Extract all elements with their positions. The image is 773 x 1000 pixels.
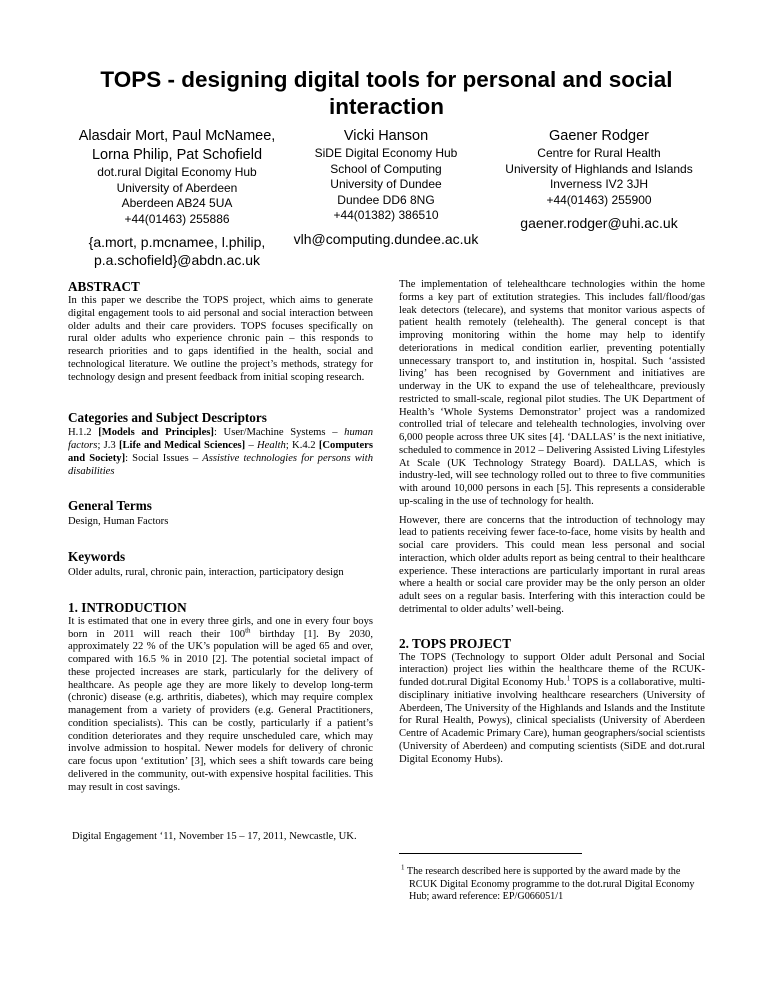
email-text[interactable]: {a.mort, p.mcnamee, l.philip, [88, 234, 266, 250]
footnote-ref: 1 [566, 674, 571, 683]
category-bold: [Computers and Society] [68, 440, 373, 464]
affiliation-line: SiDE Digital Economy Hub [314, 146, 458, 160]
abstract-text: In this paper we describe the TOPS project, which aims to generate digital engagement tools to aid personal and social interaction between older adults and their care providers. TOPS focuses specifically on rural older adults who experience chronic pain – this responds to research priorities and to gaps identified in the health, social and technological literature. We outline the project’s methods, strategy for technology design and present feedback from initial scoping research. [68, 295, 373, 383]
keywords-heading: Keywords [68, 549, 126, 564]
categories-text [68, 427, 373, 478]
footnote-area [399, 853, 705, 904]
affiliation-line: dot.rural Digital Economy Hub [97, 165, 257, 179]
category-code: ; J.3 [97, 440, 116, 451]
category-bold: [Models and Principles] [98, 427, 214, 439]
superscript: th [245, 625, 251, 634]
tops-text-b: TOPS is a collaborative, multi-disciplinary initiative involving healthcare researchers (University of Aberdeen, The University of the Highlands and Islands and the Institute for Rural Health, Powys), clinical specialists (University of Aberdeen Centre of Academic Primary Care), human geographers/social scientists (University of Aberdeen) and computing scientists (SiDE and dot.rural Digital Economy Hubs). [399, 677, 705, 765]
paper-title: TOPS - designing digital tools for personal and social interaction [100, 67, 673, 119]
author-names-line2: Lorna Philip, Pat Schofield [91, 147, 263, 163]
introduction-text [68, 616, 373, 795]
keywords-text: Older adults, rural, chronic pain, interaction, participatory design [68, 567, 344, 578]
author-name: Vicki Hanson [343, 128, 429, 144]
right-column [399, 279, 705, 766]
affiliation-line: +44(01463) 255900 [546, 192, 652, 207]
affiliation-line: +44(01463) 255886 [124, 211, 230, 226]
author-email[interactable] [485, 214, 713, 232]
affiliation-line: School of Computing [330, 161, 442, 176]
conference-note [72, 831, 369, 844]
tops-text-a: The TOPS (Technology to support Older adult Personal and Social interaction) project lies within the healthcare theme of the RCUK-funded dot.rural Digital Economy Hub. [399, 651, 705, 688]
category-text: – [245, 440, 258, 451]
email-text[interactable]: gaener.rodger@uhi.ac.uk [520, 215, 678, 231]
category-code: ; K.4.2 [285, 440, 316, 451]
footnote-mark: 1 [401, 863, 405, 872]
author-email[interactable] [278, 230, 494, 248]
tops-project-heading: 2. TOPS PROJECT [399, 635, 511, 651]
email-text[interactable]: p.a.schofield}@abdn.ac.uk [94, 252, 260, 268]
author-email-line1[interactable] [56, 233, 298, 251]
introduction-heading: 1. INTRODUCTION [68, 599, 187, 615]
paragraph: The implementation of telehealthcare technologies within the home forms a key part of extitution strategies. This includes fall/flood/gas leak detectors (telecare), and systems that monitor various aspects of patient health remotely (telehealth). The general concept is that improving monitoring within the home may help to identify deteriorations in medical condition earlier, preventing potentially unnecessary transport to, and institution in, hospital. Such ‘assisted living’ has been recognised by Government and initiatives are underway in the UK to expand the use of telehealthcare, previously restricted to small-scale, regional pilot studies. The UK Department of Health’s ‘Whole Systems Demonstrator’ project was a randomized controlled trial of telecare and telehealth technologies, involving over 6,000 people across three UK sites [4]. ‘DALLAS’ is the next initiative, scheduled to commence in 2012 – Delivering Assisted Living Lifestyles At Scale (UK Technology Strategy Board). DALLAS, which is industry-led, will see technology rolled out to three to five communities with around 10,000 persons in each [5]. This represents a considerable up-scaling in the use of technology for health. [399, 279, 705, 507]
general-terms-text: Design, Human Factors [68, 516, 169, 528]
affiliation-line: University of Highlands and Islands [505, 161, 693, 176]
affiliation-line: Dundee DD6 8NG [337, 192, 435, 207]
category-code: H.1.2 [68, 427, 92, 439]
category-text: : Social Issues – [125, 452, 203, 464]
author-names-line1: Alasdair Mort, Paul McNamee, [78, 128, 276, 144]
affiliation-line: Aberdeen AB24 5UA [121, 196, 233, 210]
footnote [399, 863, 705, 904]
affiliation-line: University of Dundee [330, 177, 442, 191]
author-name: Gaener Rodger [549, 128, 649, 144]
category-bold: [Life and Medical Sciences] [118, 440, 246, 451]
conference-text: Digital Engagement ‘11, November 15 – 17, 2011, Newcastle, UK. [72, 831, 357, 842]
author-email-line2[interactable] [56, 251, 298, 269]
author-block-1 [56, 127, 298, 269]
affiliation-line: University of Aberdeen [116, 180, 238, 195]
category-text: : User/Machine Systems – [213, 427, 345, 439]
category-italic: Health [257, 440, 286, 451]
category-italic: human factors [68, 427, 374, 451]
footnote-text: The research described here is supported by the award made by the RCUK Digital Economy programme to the dot.rural Digital Economy Hub; award reference: EP/G066051/1 [404, 866, 695, 903]
intro-text-b: birthday [1]. By 2030, approximately 22 % of the UK’s population will be aged 65 and over, compared with 16.5 % in 2010 [2]. The potential societal impact of these projected increases are stark, particularly for the delivery of healthcare. As people age they are more likely to develop long-term (chronic) disease (e.g. arthritis, diabetes), which may require complex management from a variety of providers (e.g. General Practitioners, condition specialists). This can be costly, particularly if a patient’s condition deteriorates and they require unscheduled care, which may involve admission to hospital. Newer models for delivery of chronic care focus upon ‘extitution’ [3], which sees a shift towards care being delivered in the community, out-with expensive hospital facilities. This may result in cost savings. [68, 628, 373, 793]
category-italic: Assistive technologies for persons with disabilities [68, 452, 373, 477]
left-column [68, 279, 373, 794]
categories-heading: Categories and Subject Descriptors [68, 410, 267, 426]
affiliation-line: Centre for Rural Health [537, 146, 661, 160]
email-text[interactable]: vlh@computing.dundee.ac.uk [293, 230, 479, 247]
author-block-2 [278, 127, 494, 248]
general-terms-heading: General Terms [68, 498, 152, 514]
author-block-3 [485, 127, 713, 232]
abstract-heading: ABSTRACT [68, 279, 140, 294]
footnote-divider [399, 853, 582, 854]
affiliation-line: +44(01382) 386510 [333, 208, 439, 222]
affiliation-line: Inverness IV2 3JH [549, 177, 649, 191]
intro-text-a: It is estimated that one in every three girls, and one in every four boys born in 2011 will reach their 100 [68, 615, 373, 640]
tops-project-text [399, 652, 705, 767]
paragraph: However, there are concerns that the introduction of technology may lead to patients receiving fewer face-to-face, home visits by health and social care providers. This could mean less personal and social interaction, which older adults report as being central to their healthcare experience. These interactions are particularly important in rural areas where a health or social care provider may be the only person an older adult sees on a regular basis. Interfering with this interaction could be detrimental to older adults’ well-being. [399, 514, 705, 615]
